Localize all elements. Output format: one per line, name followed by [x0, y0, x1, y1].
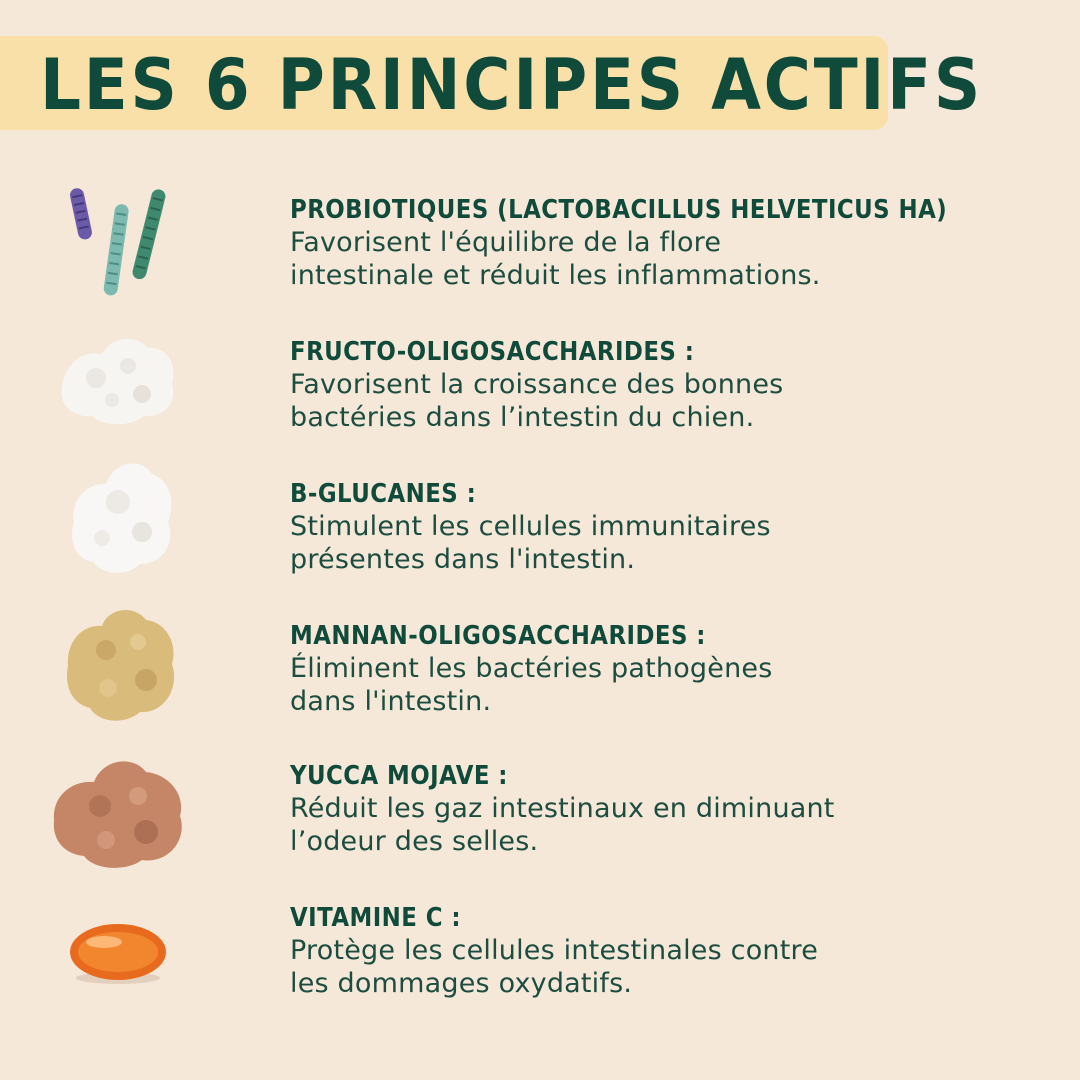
list-item	[290, 620, 1050, 718]
beige-powder-icon	[62, 602, 180, 726]
white-powder-icon	[56, 328, 180, 428]
item-heading: B-GLUCANES :	[290, 479, 477, 509]
white-powder-icon	[66, 452, 178, 578]
item-description: Stimulent les cellules immunitaires présentes dans l'intestin.	[290, 511, 771, 575]
orange-capsule-icon	[66, 918, 174, 990]
item-heading: VITAMINE C :	[290, 903, 461, 933]
brown-powder-icon	[50, 750, 190, 872]
list-item	[290, 336, 1050, 434]
item-description: Favorisent l'équilibre de la flore intestinale et réduit les inflammations.	[290, 227, 821, 291]
probiotic-bacteria-icon	[66, 184, 176, 300]
page-title: LES 6 PRINCIPES ACTIFS	[40, 44, 984, 126]
list-item	[290, 194, 1050, 292]
item-heading: YUCCA MOJAVE :	[290, 761, 508, 791]
list-item	[290, 902, 1050, 1000]
item-description: Éliminent les bactéries pathogènes dans l'intestin.	[290, 653, 773, 717]
list-item	[290, 760, 1050, 858]
item-description: Favorisent la croissance des bonnes bactéries dans l’intestin du chien.	[290, 369, 784, 433]
item-description: Protège les cellules intestinales contre les dommages oxydatifs.	[290, 935, 819, 999]
item-heading: PROBIOTIQUES (LACTOBACILLUS HELVETICUS HA)	[290, 195, 948, 225]
item-description: Réduit les gaz intestinaux en diminuant l’odeur des selles.	[290, 793, 835, 857]
list-item	[290, 478, 1050, 576]
item-heading: MANNAN-OLIGOSACCHARIDES :	[290, 621, 706, 651]
item-heading: FRUCTO-OLIGOSACCHARIDES :	[290, 337, 695, 367]
